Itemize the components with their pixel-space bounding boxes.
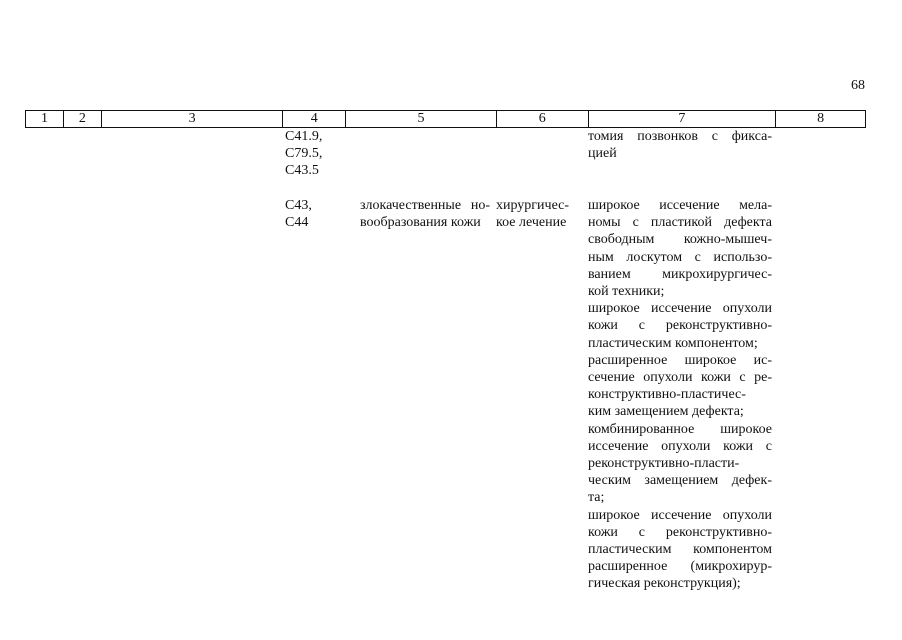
treatment-line: иссечение опухоли кожи с [588, 438, 772, 454]
row2-diagnosis [360, 197, 490, 231]
treatment-line: свободным кожно-мышеч- [588, 232, 772, 248]
code-line: C43, [285, 198, 312, 213]
treatment-line: кожи с реконструктивно- [588, 524, 772, 540]
treatment-line: широкое иссечение опухоли [588, 507, 772, 523]
header-cell-4: 4 [283, 111, 346, 127]
header-cell-1: 1 [26, 111, 64, 127]
treatment-type-line: кое лечение [496, 215, 567, 231]
header-cell-3: 3 [102, 111, 284, 127]
treatment-line: комбинированное широкое [588, 421, 772, 437]
treatment-line: ванием микрохирургичес- [588, 266, 772, 282]
row1-treatment [588, 128, 772, 162]
diagnosis-line: злокачественные но- [360, 198, 490, 213]
header-cell-7: 7 [589, 111, 777, 127]
treatment-line: ным лоскутом с использо- [588, 249, 772, 265]
treatment-line: цией [588, 146, 617, 162]
treatment-line: пластическим компонентом [588, 542, 772, 558]
treatment-line: ческим замещением дефек- [588, 473, 772, 489]
treatment-line: широкое иссечение опухоли [588, 301, 772, 317]
treatment-line: номы с пластикой дефекта [588, 215, 772, 231]
code-line: C44 [285, 215, 309, 231]
treatment-line: кожи с реконструктивно- [588, 318, 772, 334]
treatment-line: широкое иссечение мела- [588, 198, 772, 213]
row1-codes [285, 128, 345, 180]
treatment-line: томия позвонков с фикса- [588, 129, 772, 144]
treatment-line: реконструктивно-пласти- [588, 456, 740, 472]
code-line: C41.9, [285, 129, 323, 144]
page-number: 68 [851, 78, 865, 93]
code-line: C79.5, [285, 146, 323, 162]
treatment-line: расширенное широкое ис- [588, 352, 772, 368]
treatment-line: пластическим компонентом; [588, 335, 758, 351]
header-cell-2: 2 [64, 111, 102, 127]
treatment-line: та; [588, 490, 605, 506]
treatment-line: гическая реконструкция); [588, 576, 741, 592]
treatment-line: ким замещением дефекта; [588, 404, 744, 420]
table-header-row [25, 110, 866, 128]
treatment-type-line: хирургичес- [496, 198, 570, 213]
header-cell-5: 5 [346, 111, 497, 127]
row2-codes [285, 197, 345, 231]
header-cell-6: 6 [497, 111, 589, 127]
header-cell-8: 8 [817, 111, 825, 126]
treatment-line: кой техники; [588, 284, 665, 300]
treatment-line: сечение опухоли кожи с ре- [588, 370, 772, 386]
row2-treatment [588, 197, 772, 593]
code-line: C43.5 [285, 163, 319, 179]
treatment-line: расширенное (микрохирур- [588, 559, 772, 575]
treatment-line: конструктивно-пластичес- [588, 387, 746, 403]
diagnosis-line: вообразования кожи [360, 215, 481, 231]
row2-treatment-type [496, 197, 586, 231]
